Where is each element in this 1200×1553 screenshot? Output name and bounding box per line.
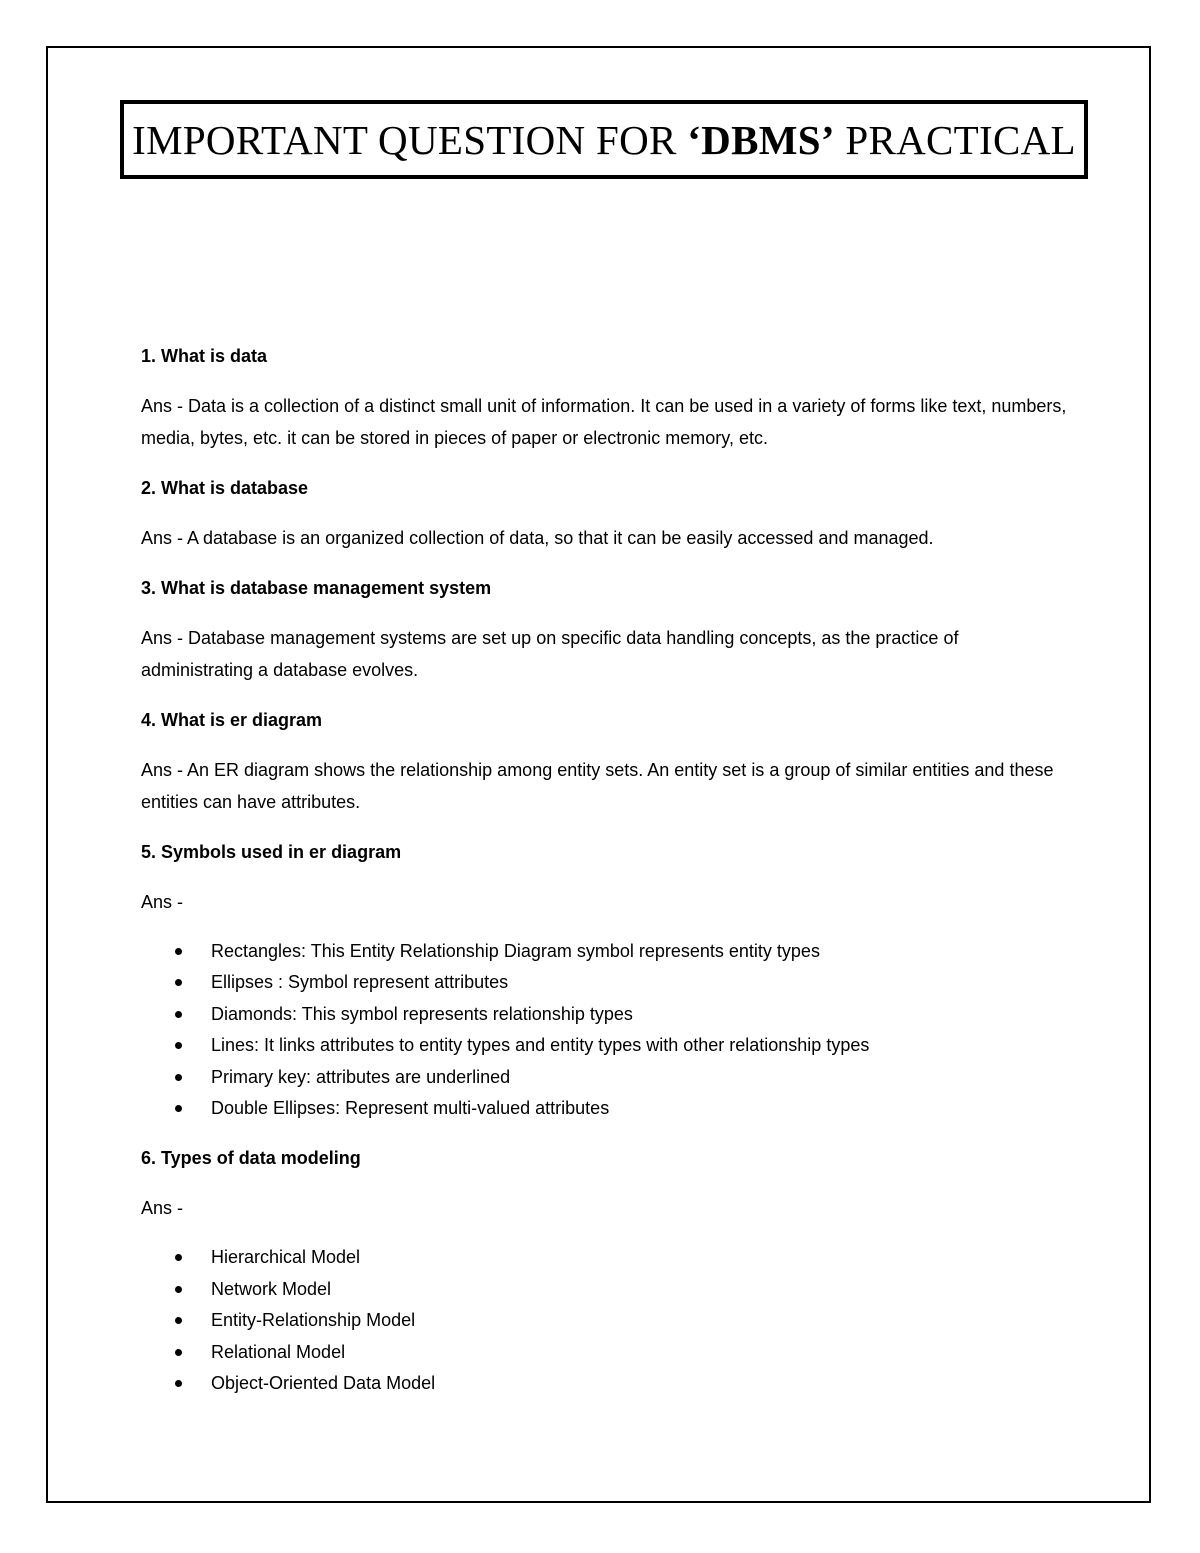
data-models-list	[141, 1242, 1071, 1399]
answer-6: Ans -	[141, 1198, 184, 1219]
bullet-icon	[175, 1105, 182, 1112]
list-item: Relational Model	[141, 1337, 1071, 1368]
title-prefix: IMPORTANT QUESTION FOR	[132, 116, 688, 163]
list-item: Network Model	[141, 1274, 1071, 1305]
bullet-icon	[175, 1011, 182, 1018]
list-item: Primary key: attributes are underlined	[141, 1062, 1071, 1093]
bullet-icon	[175, 1317, 182, 1324]
title-suffix: PRACTICAL	[834, 116, 1076, 163]
list-item: Double Ellipses: Represent multi-valued attributes	[141, 1093, 1071, 1124]
question-6: 6. Types of data modeling	[141, 1148, 361, 1169]
title-box	[120, 100, 1088, 179]
title-open-quote: ‘	[687, 116, 702, 163]
answer-3: Ans - Database management systems are set up on specific data handling concepts, as the practice of administrating a database evolves.	[141, 628, 959, 680]
qa-content	[141, 340, 1071, 1399]
bullet-icon	[175, 1380, 182, 1387]
title-bold: DBMS	[701, 116, 821, 163]
list-item: Ellipses : Symbol represent attributes	[141, 967, 1071, 998]
bullet-icon	[175, 1254, 182, 1261]
list-item: Rectangles: This Entity Relationship Diagram symbol represents entity types	[141, 936, 1071, 967]
list-item: Entity-Relationship Model	[141, 1305, 1071, 1336]
list-item: Diamonds: This symbol represents relationship types	[141, 999, 1071, 1030]
bullet-icon	[175, 948, 182, 955]
answer-2: Ans - A database is an organized collection of data, so that it can be easily accessed and managed.	[141, 528, 934, 548]
bullet-icon	[175, 1042, 182, 1049]
bullet-icon	[175, 1286, 182, 1293]
bullet-icon	[175, 979, 182, 986]
page-title	[132, 116, 1076, 164]
list-item: Hierarchical Model	[141, 1242, 1071, 1273]
question-1: 1. What is data	[141, 346, 268, 366]
question-2: 2. What is database	[141, 478, 309, 498]
question-4: 4. What is er diagram	[141, 710, 323, 730]
bullet-icon	[175, 1349, 182, 1356]
bullet-icon	[175, 1074, 182, 1081]
title-close-quote: ’	[820, 116, 835, 163]
answer-1: Ans - Data is a collection of a distinct small unit of information. It can be used in a variety of forms like text, numbers, media, bytes, etc. it can be stored in pieces of paper or electronic memory, etc.	[141, 396, 1067, 448]
question-3: 3. What is database management system	[141, 578, 492, 598]
er-symbols-list	[141, 936, 1071, 1124]
question-5: 5. Symbols used in er diagram	[141, 842, 402, 862]
answer-5: Ans -	[141, 892, 184, 912]
answer-4: Ans - An ER diagram shows the relationship among entity sets. An entity set is a group of similar entities and these entities can have attributes.	[141, 760, 1054, 812]
list-item: Object-Oriented Data Model	[141, 1368, 1071, 1399]
list-item: Lines: It links attributes to entity types and entity types with other relationship types	[141, 1030, 1071, 1061]
